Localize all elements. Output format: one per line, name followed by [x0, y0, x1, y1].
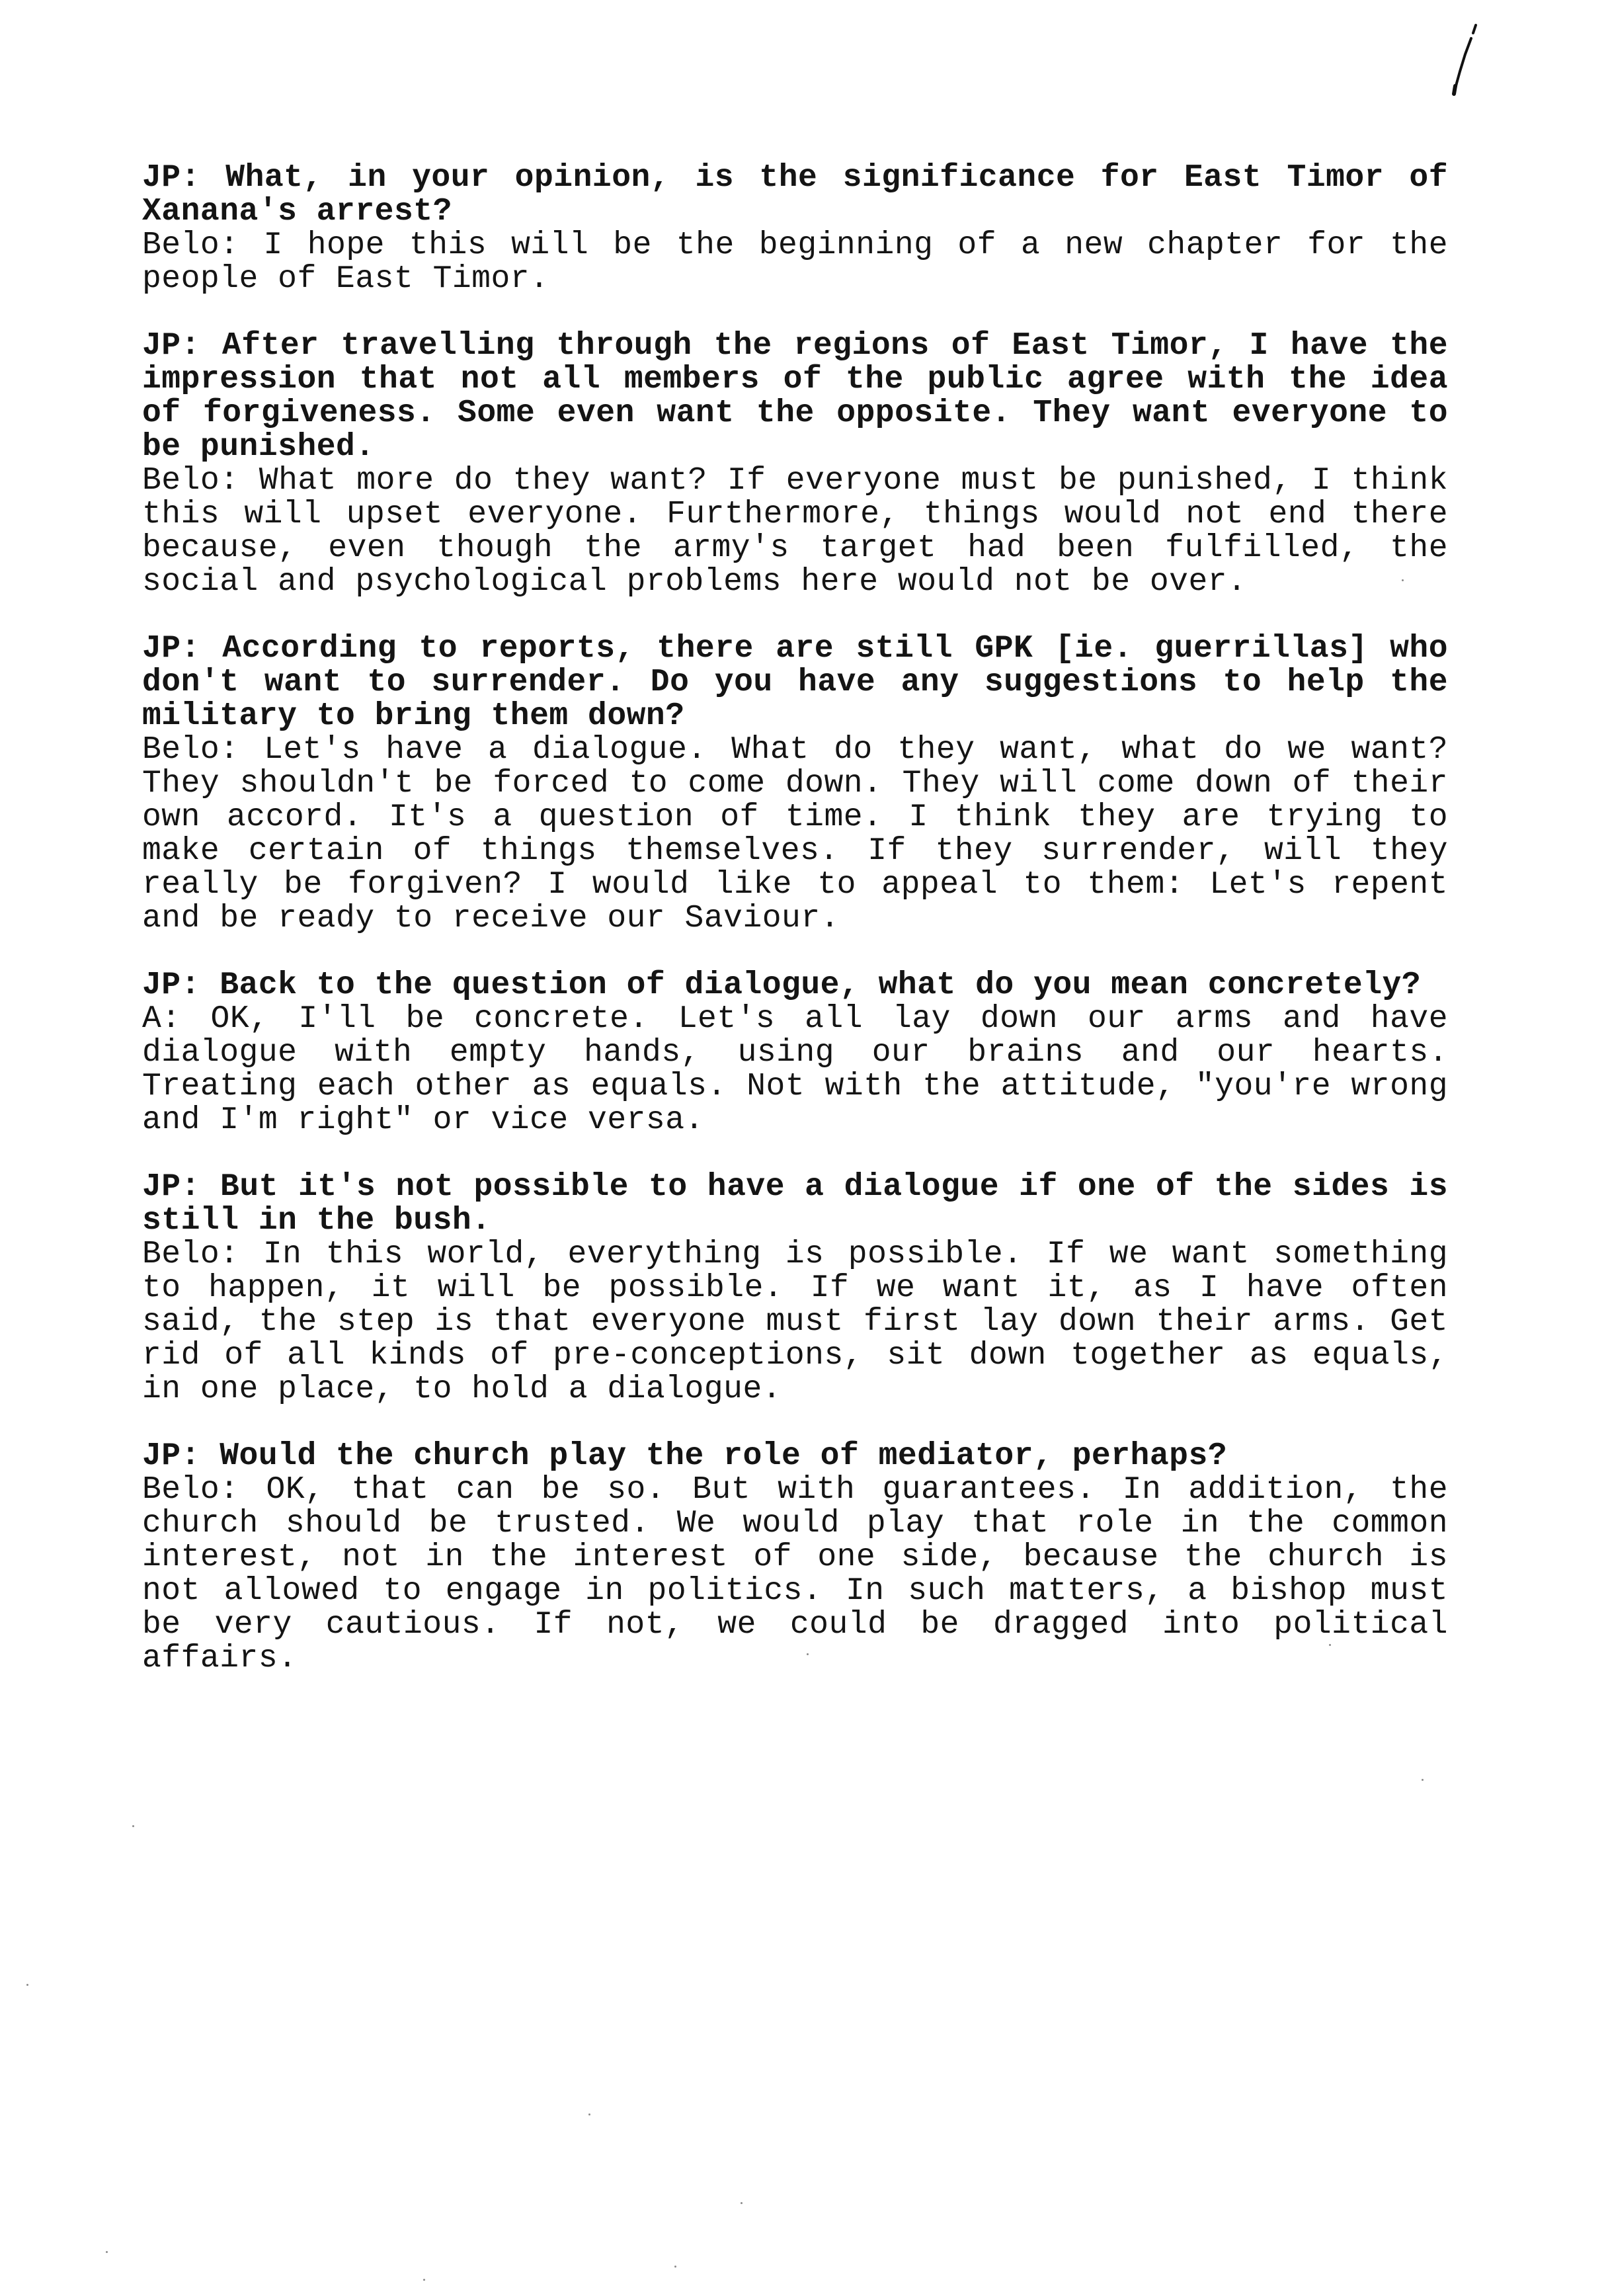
scan-speck: [1402, 579, 1404, 581]
question-3: JP: According to reports, there are still GPK [ie. guerrillas] who don't want to surrender. Do you have any suggestions to help the military to bring them down?: [142, 631, 1448, 734]
question-5: JP: But it's not possible to have a dialogue if one of the sides is still in the bush.: [142, 1169, 1448, 1239]
scan-speck: [741, 2202, 743, 2204]
question-2: JP: After travelling through the regions of East Timor, I have the impression that not all members of the public agree with the idea of forgiveness. Some even want the opposite. They want everyone to be punished.: [142, 328, 1448, 465]
answer-4: A: OK, I'll be concrete. Let's all lay down our arms and have dialogue with empty hands, using our brains and our hearts. Treating each other as equals. Not with the attitude, "you're wrong and I'm right" or vice versa.: [142, 1001, 1448, 1138]
scan-speck: [423, 2279, 425, 2281]
interview-transcript: [142, 161, 1448, 1709]
question-6: JP: Would the church play the role of mediator, perhaps?: [142, 1438, 1228, 1474]
scan-speck: [588, 2113, 590, 2115]
qa-block-4: [142, 969, 1448, 1137]
answer-6: Belo: OK, that can be so. But with guarantees. In addition, the church should be trusted. We would play that role in the common interest, not in the interest of one side, because the church is not allowed to engage in politics. In such matters, a bishop must be very cautious. If not, we could be dragged into political affairs.: [142, 1472, 1448, 1676]
qa-block-5: [142, 1170, 1448, 1407]
scan-speck: [807, 1653, 809, 1655]
qa-block-3: [142, 632, 1448, 936]
scan-speck: [674, 2266, 676, 2268]
qa-block-6: [142, 1440, 1448, 1676]
answer-2: Belo: What more do they want? If everyone must be punished, I think this will upset everyone. Furthermore, things would not end there because, even though the army's target had been fulfilled, the social and psychological problems here would not be over.: [142, 463, 1448, 600]
scan-speck: [26, 1984, 28, 1986]
question-1: JP: What, in your opinion, is the significance for East Timor of Xanana's arrest?: [142, 160, 1448, 229]
answer-1: Belo: I hope this will be the beginning of a new chapter for the people of East Timor.: [142, 227, 1448, 297]
scan-speck: [1422, 1779, 1424, 1781]
scan-speck: [1329, 1644, 1331, 1646]
scan-speck: [106, 2251, 108, 2253]
answer-5: Belo: In this world, everything is possible. If we want something to happen, it will be possible. If we want it, as I have often said, the step is that everyone must first lay down their arms. Get rid of all kinds of pre-conceptions, sit down together as equals, in one place, to hold a dialogue.: [142, 1237, 1448, 1407]
scan-speck: [132, 1825, 134, 1827]
qa-block-2: [142, 329, 1448, 599]
question-4: JP: Back to the question of dialogue, what do you mean concretely?: [142, 967, 1422, 1003]
qa-block-1: [142, 161, 1448, 296]
pen-stroke-mark: [1435, 20, 1488, 99]
answer-3: Belo: Let's have a dialogue. What do they want, what do we want? They shouldn't be forced to come down. They will come down of their own accord. It's a question of time. I think they are trying to make certain of things themselves. If they surrender, will they really be forgiven? I would like to appeal to them: Let's repent and be ready to receive our Saviour.: [142, 732, 1448, 936]
